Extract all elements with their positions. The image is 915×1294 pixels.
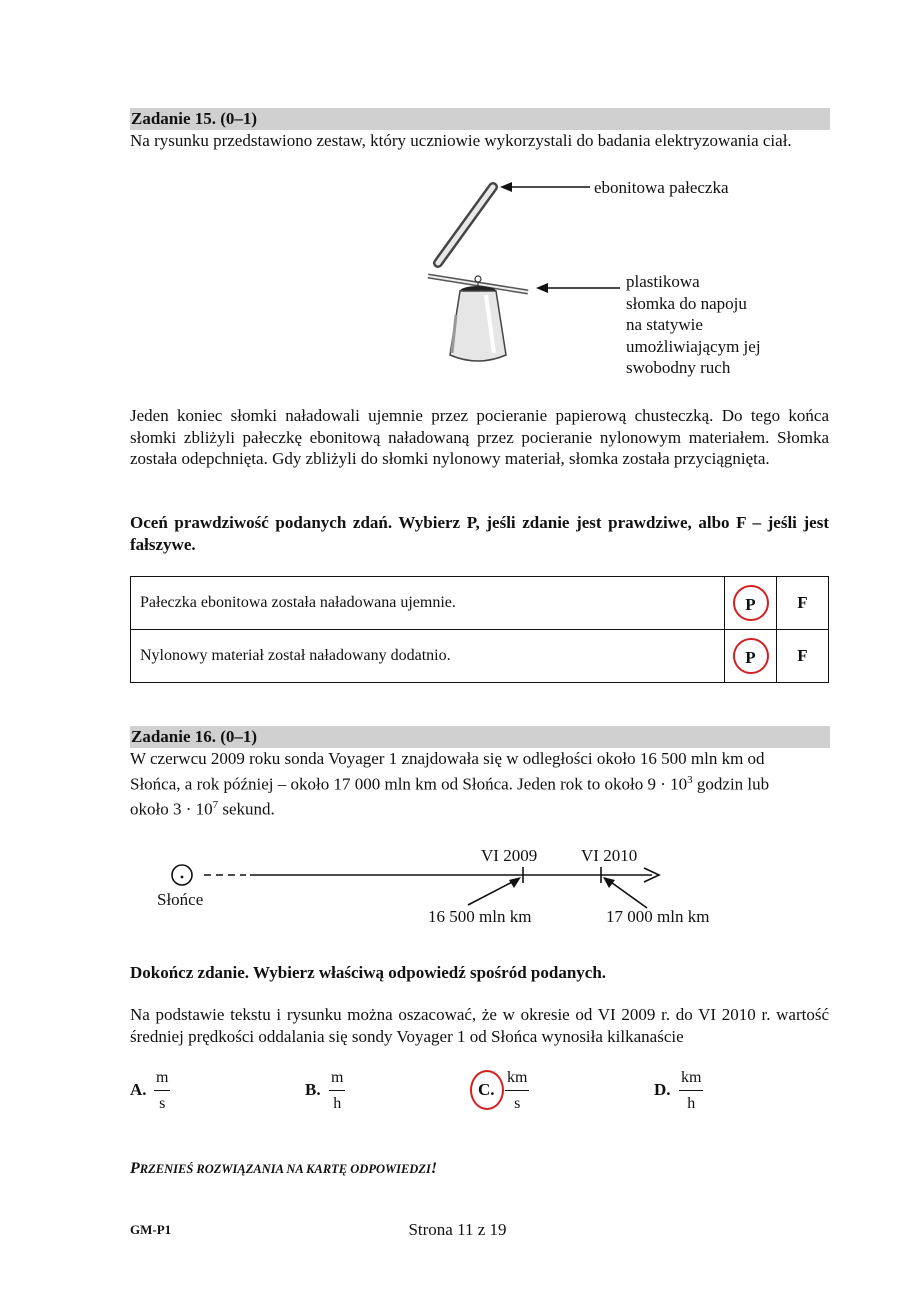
sun-icon (172, 865, 192, 885)
exam-code: GM-P1 (130, 1222, 172, 1237)
straw-label: plastikowa słomka do napoju na statywie umożliwiającym jej swobodny ruch (626, 272, 761, 377)
task16-intro-line2: Słońca, a rok później – około 17 000 mln km od Słońca. Jeden rok to około $9 \cdot 10^3$ godzin lub (130, 773, 770, 794)
task15-body: Jeden koniec słomki naładowali ujemnie przez pocieranie papierową chusteczką. Do tego końca słomki zbliżyli pałeczkę ebonitową naładowaną przez pocieranie nylonowym materiałem. Słomka została odepchnięta. Gdy zbliżyli do słomki nylonowy materiał, słomka została przyciągnięta. (130, 406, 829, 468)
task15-intro: Na rysunku przedstawiono zestaw, który uczniowie wykorzystali do badania elektryzowania ciał. (130, 131, 792, 150)
task16-instruction: Dokończ zdanie. Wybierz właściwą odpowiedź spośród podanych. (130, 963, 607, 982)
selected-answer-circle (470, 1070, 504, 1110)
option-p-cell[interactable] (725, 630, 777, 683)
electrification-figure (420, 175, 620, 390)
task16-header: Zadanie 16. (0–1) (130, 726, 830, 748)
option-p-selected[interactable]: P (733, 585, 769, 621)
page-number: Strona 11 z 19 (408, 1220, 507, 1239)
distance-2009-label: 16 500 mln km (428, 907, 532, 926)
mark-2010-label: VI 2010 (581, 846, 638, 865)
statement-cell: Pałeczka ebonitowa została naładowana ujemnie. (131, 577, 725, 630)
transfer-answers-note: PRZENIEŚ ROZWIĄZANIA NA KARTĘ ODPOWIEDZI! (130, 1160, 438, 1177)
true-false-table (130, 576, 829, 683)
sun-label: Słońce (157, 890, 204, 909)
task16-question: Na podstawie tekstu i rysunku można oszacować, że w okresie od VI 2009 r. do VI 2010 r. wartość średniej prędkości oddalania się sondy Voyager 1 od Słońca wynosiła kilkanaście (130, 1005, 829, 1046)
rod-label: ebonitowa pałeczka (594, 178, 729, 197)
option-f-cell[interactable]: F (777, 577, 829, 630)
distance-2010-label: 17 000 mln km (606, 907, 710, 926)
task16-intro-line3: około $3 \cdot 10^7$ sekund. (130, 798, 275, 819)
statement-cell: Nylonowy materiał został naładowany dodatnio. (131, 630, 725, 683)
fraction: $\frac{m}{h}$ (331, 1069, 344, 1112)
task16-intro: W czerwcu 2009 roku sonda Voyager 1 znajdowała się w odległości około 16 500 mln km od Słońca, a rok później – około 17 000 mln km od Słońca. Jeden rok to około $9 \cdot 10^3$ godzin lub około $3 \cdot 10^7$ sekund. (130, 748, 829, 820)
mark-2009-label: VI 2009 (481, 846, 538, 865)
task15-instruction: Oceń prawdziwość podanych zdań. Wybierz P, jeśli zdanie jest prawdziwe, albo F – jeśli jest fałszywe. (130, 513, 829, 554)
cup-stand (450, 291, 506, 361)
option-f-cell[interactable]: F (777, 630, 829, 683)
fraction: $\frac{km}{h}$ (681, 1069, 702, 1112)
option-p-cell[interactable] (725, 577, 777, 630)
option-p-selected[interactable]: P (733, 638, 769, 674)
table-row (131, 577, 829, 630)
table-row (131, 630, 829, 683)
task15-header: Zadanie 15. (0–1) (130, 108, 830, 130)
fraction: $\frac{km}{s}$ (507, 1069, 528, 1112)
fraction: $\frac{m}{s}$ (156, 1069, 169, 1112)
